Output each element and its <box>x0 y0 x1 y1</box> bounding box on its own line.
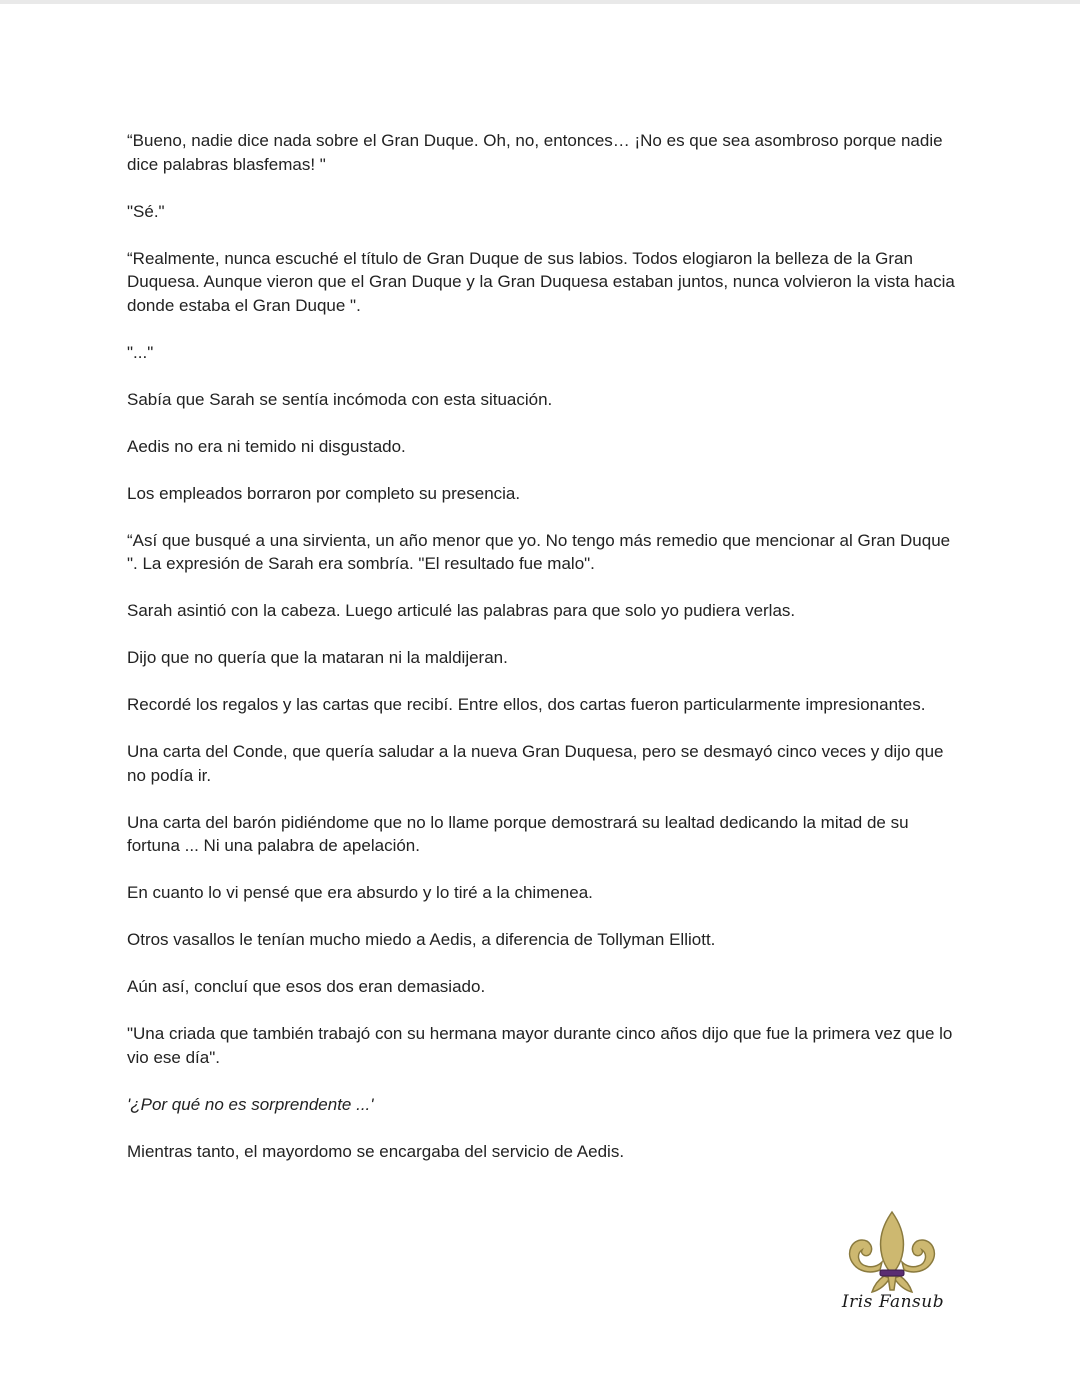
paragraph: “Realmente, nunca escuché el título de Gran Duque de sus labios. Todos elogiaron la belleza de la Gran Duquesa. Aunque vieron que el Gran Duque y la Gran Duquesa estaban juntos, nunca volvieron la vista hacia donde estaba el Gran Duque ". <box>127 248 955 315</box>
top-border <box>0 0 1080 4</box>
paragraph: Sarah asintió con la cabeza. Luego articulé las palabras para que solo yo pudiera verlas. <box>127 601 796 620</box>
paragraph: En cuanto lo vi pensé que era absurdo y lo tiré a la chimenea. <box>127 883 593 902</box>
paragraph: Recordé los regalos y las cartas que recibí. Entre ellos, dos cartas fueron particularmente impresionantes. <box>127 695 926 714</box>
logo-text: Iris Fansub <box>841 1292 945 1312</box>
paragraph: Una carta del barón pidiéndome que no lo llame porque demostrará su lealtad dedicando la mitad de su fortuna ... Ni una palabra de apelación. <box>127 812 909 855</box>
iris-fansub-logo <box>838 1208 948 1320</box>
paragraph: "Una criada que también trabajó con su hermana mayor durante cinco años dijo que fue la primera vez que lo vio ese día". <box>127 1024 953 1067</box>
paragraph: Dijo que no quería que la mataran ni la maldijeran. <box>127 648 508 667</box>
fleur-de-lis-icon <box>844 1210 940 1294</box>
logo-band <box>880 1270 904 1276</box>
paragraph: Sabía que Sarah se sentía incómoda con esta situación. <box>127 389 553 409</box>
document-body <box>127 129 957 1187</box>
paragraph: Otros vasallos le tenían mucho miedo a Aedis, a diferencia de Tollyman Elliott. <box>127 930 716 949</box>
paragraph: Una carta del Conde, que quería saludar a la nueva Gran Duquesa, pero se desmayó cinco veces y dijo que no podía ir. <box>127 742 944 785</box>
paragraph: "Sé." <box>127 201 165 221</box>
paragraph: Los empleados borraron por completo su presencia. <box>127 483 521 503</box>
paragraph: "..." <box>127 342 154 362</box>
paragraph: “Bueno, nadie dice nada sobre el Gran Duque. Oh, no, entonces… ¡No es que sea asombroso porque nadie dice palabras blasfemas! " <box>127 131 943 174</box>
paragraph: '¿Por qué no es sorprendente ...' <box>127 1094 374 1114</box>
paragraph: Mientras tanto, el mayordomo se encargaba del servicio de Aedis. <box>127 1141 625 1161</box>
paragraph: Aún así, concluí que esos dos eran demasiado. <box>127 977 486 996</box>
paragraph: “Así que busqué a una sirvienta, un año menor que yo. No tengo más remedio que mencionar al Gran Duque ". La expresión de Sarah era sombría. "El resultado fue malo". <box>127 530 951 573</box>
paragraph: Aedis no era ni temido ni disgustado. <box>127 436 406 456</box>
